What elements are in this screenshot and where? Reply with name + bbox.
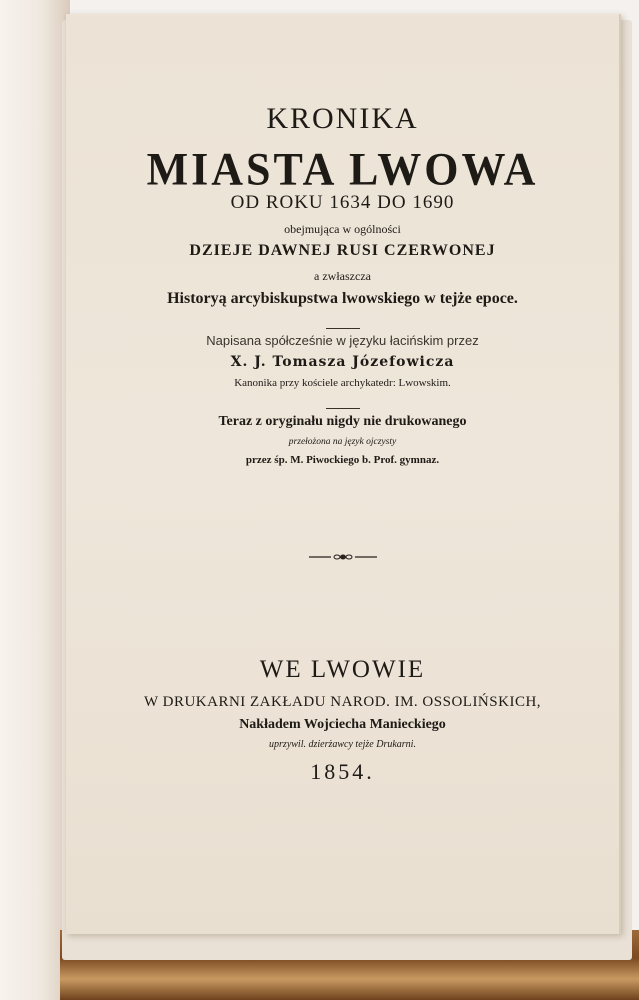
facing-page-edge [0, 0, 70, 1000]
translator-line: przez śp. M. Piwockiego b. Prof. gymnaz. [245, 454, 440, 466]
subtitle-dzieje: DZIEJE DAWNEJ RUSI CZERWONEJ [189, 242, 496, 259]
original-note: Teraz z oryginału nigdy nie drukowanego [218, 414, 467, 429]
title-page-content [66, 14, 619, 934]
privilege-line: uprzywil. dzierżawcy tejże Drukarni. [269, 739, 416, 750]
divider-rule [66, 399, 619, 401]
subtitle-obejmujaca: obejmująca w ogólności [284, 222, 401, 236]
written-by-line: Napisana spółcześnie w języku łacińskim przez [206, 333, 479, 348]
main-title: MIASTA LWOWA [146, 143, 539, 196]
heading-kronika: KRONIKA [266, 102, 419, 135]
publisher-line: Nakładem Wojciecha Manieckiego [239, 717, 446, 732]
divider-rule [66, 319, 619, 321]
subtitle-historya: Historyą arcybiskupstwa lwowskiego w tejże epoce. [167, 290, 518, 307]
author-title: Kanonika przy kościele archykatedr: Lwowskim. [234, 377, 451, 389]
date-range: OD ROKU 1634 DO 1690 [230, 192, 455, 213]
printer-line: W DRUKARNI ZAKŁADU NAROD. IM. OSSOLIŃSKICH, [143, 694, 542, 710]
ornament-icon [66, 552, 619, 562]
translated-note: przełożona na język ojczysty [288, 437, 397, 447]
author-name: X. J. Tomasza Józefowicza [230, 354, 455, 370]
place-of-publication: WE LWOWIE [259, 656, 426, 683]
subtitle-a-zwlaszcza: a zwłaszcza [314, 269, 371, 283]
publication-year: 1854. [310, 759, 375, 784]
